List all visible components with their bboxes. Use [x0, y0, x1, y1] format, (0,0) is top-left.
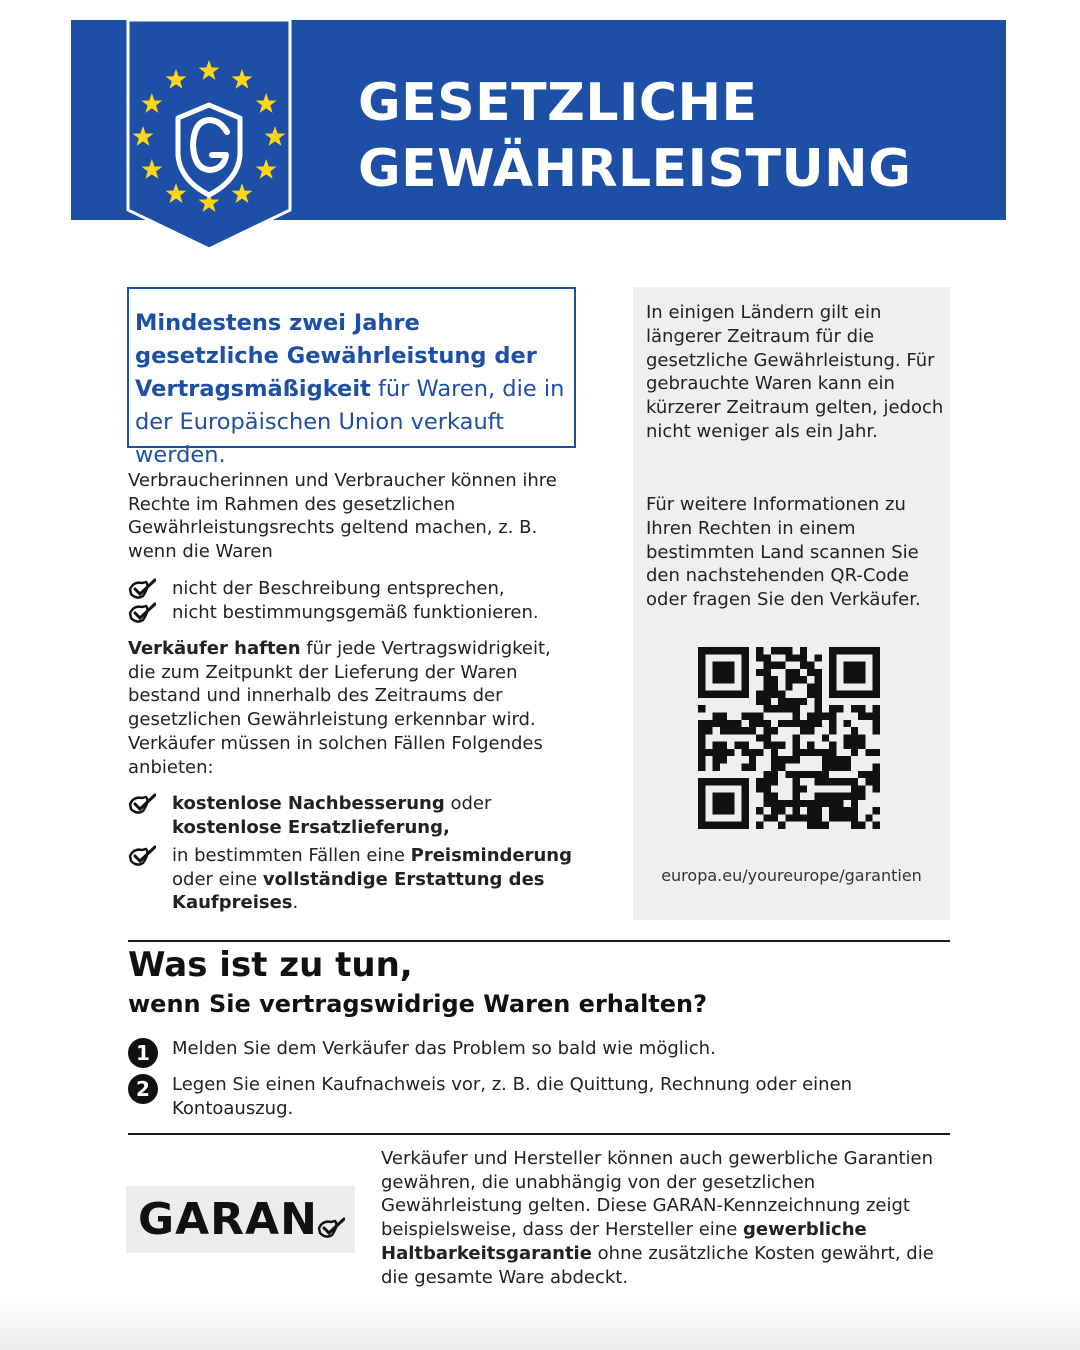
check-icon: [128, 578, 156, 600]
garan-logo-text: GARAN: [138, 1194, 318, 1245]
garan-bold: gewerbliche Haltbarkeitsgarantie: [381, 1219, 867, 1264]
condition-text-1: nicht der Beschreibung entsprechen,: [172, 578, 505, 599]
remedy-bold: kostenlose Nachbesserung: [172, 793, 445, 814]
step-item: [128, 1073, 918, 1121]
intro-rest: für Waren, die in der Europäischen Union verkauft werden.: [135, 376, 565, 468]
step-text: Melden Sie dem Verkäufer das Problem so bald wie möglich.: [172, 1038, 716, 1059]
step-text: Legen Sie einen Kaufnachweis vor, z. B. die Quittung, Rechnung oder einen Kontoauszug.: [172, 1074, 853, 1119]
step-number: 2: [128, 1074, 158, 1104]
remedy-plain: oder eine: [172, 868, 263, 890]
seller-bold: Verkäufer haften: [128, 638, 301, 659]
check-icon: [128, 845, 156, 867]
intro-bold: Mindestens zwei Jahre gesetzliche Gewährleistung der Vertragsmäßigkeit: [135, 310, 537, 402]
info-sidebar: [633, 287, 950, 920]
sidebar-text-2: Für weitere Informationen zu Ihren Rechten in einem bestimmten Land scannen Sie den nachstehenden QR-Code oder fragen Sie den Verkäufer.: [646, 494, 921, 611]
garan-logo: [126, 1186, 355, 1253]
section-divider: [128, 940, 950, 942]
check-icon: [317, 1216, 345, 1240]
garan-text: ohne zusätzliche Kosten gewährt, die die gesamte Ware abdeckt.: [381, 1242, 934, 1288]
section-subheading: wenn Sie vertragswidrige Waren erhalten?: [128, 990, 708, 1018]
section-divider: [128, 1133, 950, 1135]
list-item: [128, 577, 539, 601]
condition-text-2: nicht bestimmungsgemäß funktionieren.: [172, 601, 539, 623]
remedy-bold: vollständige Erstattung des Kaufpreises: [172, 868, 545, 913]
page-title: [358, 70, 911, 202]
step-item: [128, 1037, 918, 1065]
step-number: 1: [128, 1038, 158, 1068]
remedy-plain: in bestimmten Fällen eine: [172, 845, 411, 866]
title-line-1: GESETZLICHE: [358, 73, 758, 133]
list-item: [128, 792, 573, 839]
remedy-bold: Preisminderung: [410, 845, 573, 866]
check-icon: [128, 602, 156, 624]
list-item: [128, 844, 573, 915]
check-icon: [128, 793, 156, 815]
title-line-2: GEWÄHRLEISTUNG: [358, 139, 912, 199]
qr-code-icon[interactable]: [698, 647, 880, 829]
remedy-plain: .: [292, 892, 299, 913]
rights-paragraph: Verbraucherinnen und Verbraucher können ihre Rechte im Rahmen des gesetzlichen Gewährleistungsrechts geltend machen, z. B. wenn die Waren: [128, 470, 557, 563]
seller-paragraph: [128, 637, 568, 779]
eu-stars-shield-g-icon: [126, 20, 292, 251]
garan-text: Verkäufer und Hersteller können auch gewerbliche Garantien gewähren, die unabhängig von der gesetzlichen Gewährleistung gelten. Diese GARAN-Kennzeichnung zeigt beispielsweise, dass der Hersteller eine: [381, 1148, 934, 1241]
remedy-plain: oder: [444, 793, 492, 814]
remedy-bold: kostenlose Ersatzlieferung,: [172, 816, 450, 838]
sidebar-text-1: In einigen Ländern gilt ein längerer Zeitraum für die gesetzliche Gewährleistung. Für gebrauchte Waren kann ein kürzerer Zeitraum gelten, jedoch nicht weniger als ein Jahr.: [646, 302, 944, 442]
bottom-shadow: [0, 1295, 1080, 1350]
garan-paragraph: [381, 1147, 953, 1289]
intro-box: [127, 287, 576, 468]
conditions-list: [128, 577, 539, 624]
remedies-list: [128, 792, 573, 915]
seller-rest: für jede Vertragswidrigkeit, die zum Zeitpunkt der Lieferung der Waren bestand und innerhalb des Zeitraums der gesetzlichen Gewährleistung erkennbar wird. Verkäufer müssen in solchen Fällen Folgendes anbieten:: [128, 638, 551, 778]
section-heading: Was ist zu tun,: [128, 945, 413, 985]
list-item: [128, 601, 539, 625]
info-url[interactable]: europa.eu/youreurope/garantien: [661, 866, 922, 885]
